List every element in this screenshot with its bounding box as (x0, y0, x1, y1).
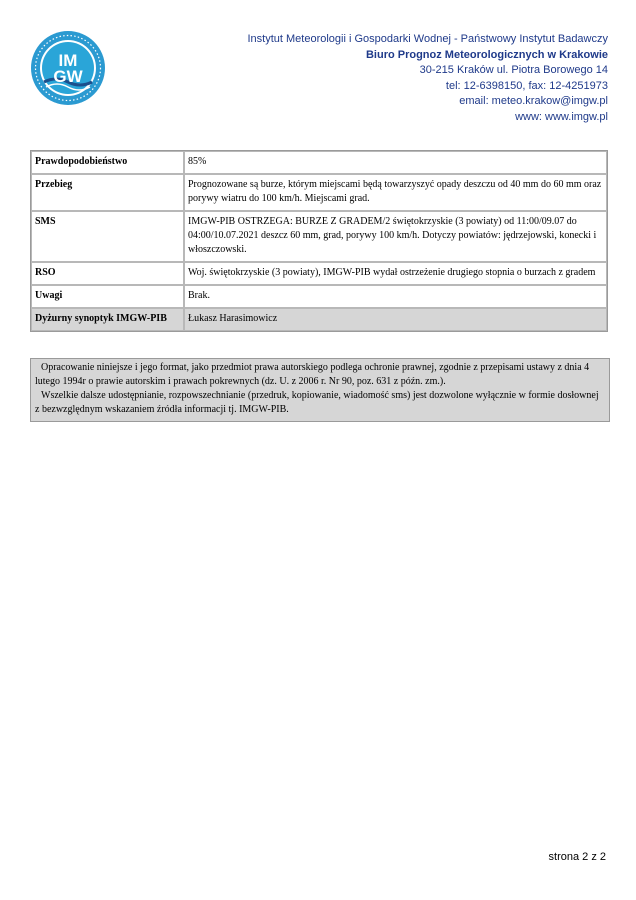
logo-text-1: IM (58, 51, 78, 70)
institution-name: Instytut Meteorologii i Gospodarki Wodnej - Państwowy Instytut Badawczy (247, 33, 608, 45)
table-row (31, 151, 607, 174)
imgw-logo (30, 30, 106, 106)
row-label: SMS (31, 211, 184, 262)
address: 30-215 Kraków ul. Piotra Borowego 14 (419, 64, 608, 76)
imgw-logo-icon (30, 30, 106, 106)
row-label: RSO (31, 262, 184, 285)
row-label: Uwagi (31, 285, 184, 308)
logo-text-2: GW (53, 67, 83, 86)
warning-details-table (30, 150, 608, 332)
page-number: strona 2 z 2 (548, 851, 606, 863)
copyright-paragraph: Opracowanie niniejsze i jego format, jako przedmiot prawa autorskiego podlega ochronie prawnej, zgodnie z przepisami ustawy z dnia 4 lutego 1994r o prawie autorskim i prawach pokrewnych (dz. U. z 2006 r. Nr 90, poz. 631 z późn. zm.). (35, 362, 590, 387)
table-row (31, 308, 607, 331)
table-row (31, 262, 607, 285)
row-value: IMGW-PIB OSTRZEGA: BURZE Z GRADEM/2 świętokrzyskie (3 powiaty) od 11:00/09.07 do 04:00/10.07.2021 deszcz 60 mm, grad, porywy 100 km/h. Dotyczy powiatów: jędrzejowski, konecki i włoszczowski. (184, 211, 607, 262)
row-label: Prawdopodobieństwo (31, 151, 184, 174)
website[interactable]: www: www.imgw.pl (515, 110, 608, 123)
office-name: Biuro Prognoz Meteorologicznych w Krakowie (365, 48, 608, 61)
copyright-notice (30, 358, 610, 422)
row-value: Brak. (184, 285, 607, 308)
institution-header (247, 32, 608, 125)
row-value: 85% (184, 151, 607, 174)
row-label: Dyżurny synoptyk IMGW-PIB (31, 308, 184, 331)
row-value: Łukasz Harasimowicz (184, 308, 607, 331)
distribution-paragraph: Wszelkie dalsze udostępnianie, rozpowszechnianie (przedruk, kopiowanie, wiadomość sms) jest dozwolone wyłącznie w formie dosłownej z bezwzględnym wskazaniem źródła informacji tj. IMGW-PIB. (35, 390, 599, 415)
table-row (31, 211, 607, 262)
row-value: Prognozowane są burze, którym miejscami będą towarzyszyć opady deszczu od 40 mm do 60 mm oraz porywy wiatru do 100 km/h. Miejscami grad. (184, 174, 607, 211)
row-value: Woj. świętokrzyskie (3 powiaty), IMGW-PIB wydał ostrzeżenie drugiego stopnia o burzach z gradem (184, 262, 607, 285)
email[interactable]: email: meteo.krakow@imgw.pl (459, 95, 608, 107)
table-row (31, 174, 607, 211)
table-row (31, 285, 607, 308)
row-label: Przebieg (31, 174, 184, 211)
phone-fax: tel: 12-6398150, fax: 12-4251973 (445, 79, 608, 92)
